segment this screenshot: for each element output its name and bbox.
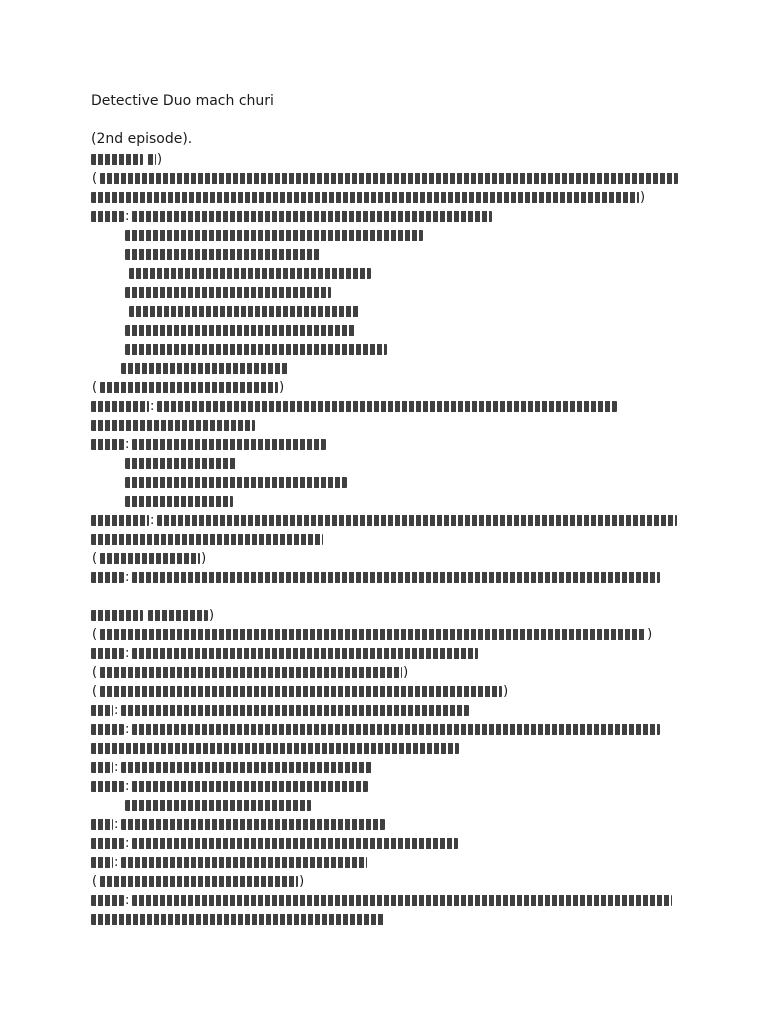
dialogue-line: : (91, 815, 691, 834)
dialogue-line: : (91, 207, 691, 226)
dialogue-continuation (91, 416, 691, 435)
dialogue-line: : (91, 511, 691, 530)
verse-line (91, 796, 691, 815)
episode-label: (2nd episode). (91, 131, 193, 147)
dialogue-line: : (91, 568, 691, 587)
blank-line (91, 587, 691, 606)
dialogue-line: : (91, 758, 691, 777)
verse-line (91, 264, 691, 283)
dialogue-continuation (91, 910, 691, 929)
stage-direction: ( ) (92, 684, 509, 699)
dialogue-line: : (91, 891, 691, 910)
dialogue-line: : (91, 853, 691, 872)
stage-direction-1a: ( (91, 169, 691, 188)
verse-line (91, 473, 691, 492)
stage-direction: ( ) (92, 380, 285, 395)
verse-line (91, 321, 691, 340)
verse-line (91, 302, 691, 321)
stage-direction: ( ) (92, 551, 207, 566)
dialogue-line: : (91, 777, 691, 796)
dialogue-line: : (91, 720, 691, 739)
unreadable-script-body (91, 150, 691, 929)
dialogue-line: : (91, 834, 691, 853)
verse-line (91, 454, 691, 473)
dialogue-line: : (91, 435, 691, 454)
stage-direction: ( ) (92, 874, 305, 889)
scene-heading-1: ) (91, 150, 691, 169)
stage-direction: ( ) (92, 665, 409, 680)
scene-heading-2: ) (91, 606, 691, 625)
verse-line (91, 340, 691, 359)
verse-line (91, 226, 691, 245)
document-title: Detective Duo mach churi (91, 93, 274, 109)
dialogue-line: : (91, 397, 691, 416)
dialogue-line: : (91, 701, 691, 720)
stage-direction: ( ) (92, 627, 653, 642)
verse-line (91, 245, 691, 264)
dialogue-continuation (91, 530, 691, 549)
verse-line (91, 492, 691, 511)
verse-line (91, 283, 691, 302)
dialogue-continuation (91, 739, 691, 758)
verse-line (91, 359, 691, 378)
stage-direction-1b: ) (91, 188, 691, 207)
dialogue-line: : (91, 644, 691, 663)
